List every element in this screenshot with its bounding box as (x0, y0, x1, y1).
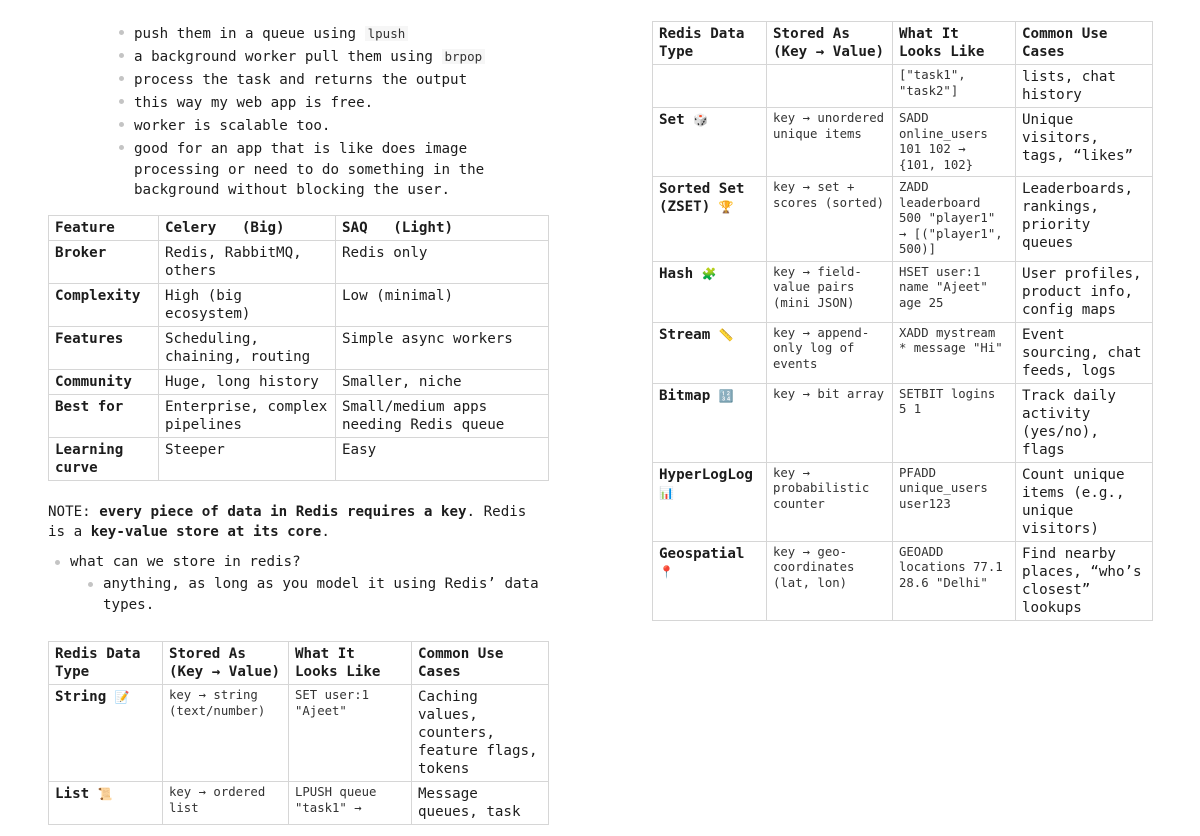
intro-bullet-list (134, 22, 554, 201)
type-name-cell (653, 261, 767, 322)
table-header-row (49, 642, 549, 685)
table-cell: Redis only (336, 240, 549, 283)
list-item: this way my web app is free. (134, 91, 554, 114)
table-row (653, 322, 1153, 383)
table-cell: Low (minimal) (336, 283, 549, 326)
example-command-cell: SET user:1 "Ajeet" (289, 685, 412, 782)
type-name: List (55, 786, 90, 803)
table-cell: Easy (336, 437, 549, 480)
type-emoji-icon: 🎲 (693, 113, 709, 127)
type-name-cell (653, 65, 767, 108)
type-name: Sorted Set (ZSET) (659, 181, 745, 215)
table-cell: Small/medium apps needing Redis queue (336, 394, 549, 437)
example-command-cell: ["task1", "task2"] (893, 65, 1016, 108)
table-row (653, 177, 1153, 262)
example-command-cell: ZADD leaderboard 500 "player1" → [("player1", 500)] (893, 177, 1016, 262)
column-header: Celery (Big) (159, 215, 336, 240)
table-row (49, 782, 549, 825)
stored-as-cell: key → ordered list (163, 782, 289, 825)
stored-as-cell: key → probabilistic counter (767, 462, 893, 541)
table-cell: High (big ecosystem) (159, 283, 336, 326)
table-row (653, 261, 1153, 322)
nested-list (103, 574, 548, 615)
use-cases-cell: Message queues, task (412, 782, 549, 825)
table-cell: Enterprise, complex pipelines (159, 394, 336, 437)
feature-name-cell: Learning curve (49, 437, 159, 480)
example-command-cell: SETBIT logins 5 1 (893, 383, 1016, 462)
table-row (653, 108, 1153, 177)
stored-as-cell: key → geo-coordinates (lat, lon) (767, 541, 893, 620)
table-row (653, 383, 1153, 462)
list-item: anything, as long as you model it using Redis’ data types. (103, 574, 548, 615)
feature-name-cell: Complexity (49, 283, 159, 326)
example-command-cell: SADD online_users 101 102 → {101, 102} (893, 108, 1016, 177)
inline-code: lpush (365, 26, 409, 41)
stored-as-cell: key → string (text/number) (163, 685, 289, 782)
stored-as-cell: key → unordered unique items (767, 108, 893, 177)
use-cases-cell: Find nearby places, “who’s closest” lookups (1016, 541, 1153, 620)
type-name: Hash (659, 265, 694, 282)
use-cases-cell: lists, chat history (1016, 65, 1153, 108)
feature-name-cell: Broker (49, 240, 159, 283)
comparison-body (49, 240, 549, 480)
table-row (49, 685, 549, 782)
table-row (653, 462, 1153, 541)
stored-as-cell: key → append-only log of events (767, 322, 893, 383)
feature-name-cell: Features (49, 326, 159, 369)
column-header: Common Use Cases (1016, 22, 1153, 65)
table-header-row (653, 22, 1153, 65)
type-name: Set (659, 112, 685, 128)
example-command-cell: XADD mystream * message "Hi" (893, 322, 1016, 383)
type-name-cell (653, 383, 767, 462)
column-header: Stored As (Key → Value) (163, 642, 289, 685)
celery-vs-saq-table (48, 215, 549, 481)
type-emoji-icon: 📜 (97, 787, 113, 802)
table-row (49, 240, 549, 283)
table-cell: Smaller, niche (336, 369, 549, 394)
type-emoji-icon: 📏 (718, 327, 734, 342)
type-emoji-icon: 🔢 (718, 388, 734, 403)
column-header: Stored As (Key → Value) (767, 22, 893, 65)
column-header: Redis Data Type (49, 642, 163, 685)
list-item: a background worker pull them using brpop (134, 45, 554, 68)
use-cases-cell: Caching values, counters, feature flags, tokens (412, 685, 549, 782)
type-name: Geospatial (659, 545, 745, 562)
table-cell: Steeper (159, 437, 336, 480)
stored-as-cell: key → set + scores (sorted) (767, 177, 893, 262)
table-row (653, 541, 1153, 620)
use-cases-cell: Event sourcing, chat feeds, logs (1016, 322, 1153, 383)
left-column (48, 0, 548, 825)
list-item: push them in a queue using lpush (134, 22, 554, 45)
note-emphasis: key-value store at its core (90, 524, 322, 541)
feature-name-cell: Community (49, 369, 159, 394)
note-emphasis: every piece of data in Redis requires a key (99, 503, 467, 520)
example-command-cell: HSET user:1 name "Ajeet" age 25 (893, 261, 1016, 322)
type-name: HyperLogLog (659, 466, 753, 483)
redis-types-table-part1 (48, 641, 549, 825)
table-cell: Simple async workers (336, 326, 549, 369)
type-emoji-icon: 📊 (659, 485, 674, 500)
column-header: Redis Data Type (653, 22, 767, 65)
list-item: process the task and returns the output (134, 68, 554, 91)
right-column (652, 21, 1152, 621)
note-paragraph: NOTE: every piece of data in Redis requires a key. Redis is a key-value store at its core. (48, 503, 527, 541)
type-name: Stream (659, 326, 711, 343)
type-emoji-icon: 🧩 (701, 266, 717, 281)
inline-code: brpop (442, 49, 486, 64)
stored-as-cell: key → field-value pairs (mini JSON) (767, 261, 893, 322)
stored-as-cell (767, 65, 893, 108)
use-cases-cell: Track daily activity (yes/no), flags (1016, 383, 1153, 462)
stored-as-cell: key → bit array (767, 383, 893, 462)
type-name-cell (49, 782, 163, 825)
type-emoji-icon: 🏆 (718, 200, 734, 214)
column-header: SAQ (Light) (336, 215, 549, 240)
type-name-cell (49, 685, 163, 782)
type-name-cell (653, 462, 767, 541)
table-cell: Redis, RabbitMQ, others (159, 240, 336, 283)
list-item: what can we store in redis? anything, as long as you model it using Redis’ data types. (70, 552, 548, 616)
use-cases-cell: User profiles, product info, config maps (1016, 261, 1153, 322)
column-header: Common Use Cases (412, 642, 549, 685)
table-row (49, 394, 549, 437)
type-name-cell (653, 177, 767, 262)
type-name: String (55, 689, 107, 706)
types-body (653, 65, 1153, 621)
column-header: What It Looks Like (893, 22, 1016, 65)
table-row (653, 65, 1153, 108)
type-name-cell (653, 108, 767, 177)
type-name-cell (653, 541, 767, 620)
table-cell: Scheduling, chaining, routing (159, 326, 336, 369)
question-list (70, 552, 548, 616)
table-header-row (49, 215, 549, 240)
type-name: Bitmap (659, 387, 711, 404)
use-cases-cell: Unique visitors, tags, “likes” (1016, 108, 1153, 177)
example-command-cell: GEOADD locations 77.1 28.6 "Delhi" (893, 541, 1016, 620)
redis-types-table-part2 (652, 21, 1153, 621)
table-row (49, 326, 549, 369)
type-emoji-icon: 📍 (659, 564, 674, 579)
use-cases-cell: Leaderboards, rankings, priority queues (1016, 177, 1153, 262)
example-command-cell: LPUSH queue "task1" → (289, 782, 412, 825)
table-cell: Huge, long history (159, 369, 336, 394)
type-name-cell (653, 322, 767, 383)
types-body (49, 685, 549, 825)
column-header: What It Looks Like (289, 642, 412, 685)
list-item: good for an app that is like does image processing or need to do something in the background without blocking the user. (134, 137, 554, 201)
use-cases-cell: Count unique items (e.g., unique visitors) (1016, 462, 1153, 541)
table-row (49, 283, 549, 326)
table-row (49, 437, 549, 480)
column-header: Feature (49, 215, 159, 240)
table-row (49, 369, 549, 394)
list-item: worker is scalable too. (134, 114, 554, 137)
example-command-cell: PFADD unique_users user123 (893, 462, 1016, 541)
feature-name-cell: Best for (49, 394, 159, 437)
type-emoji-icon: 📝 (114, 690, 130, 705)
